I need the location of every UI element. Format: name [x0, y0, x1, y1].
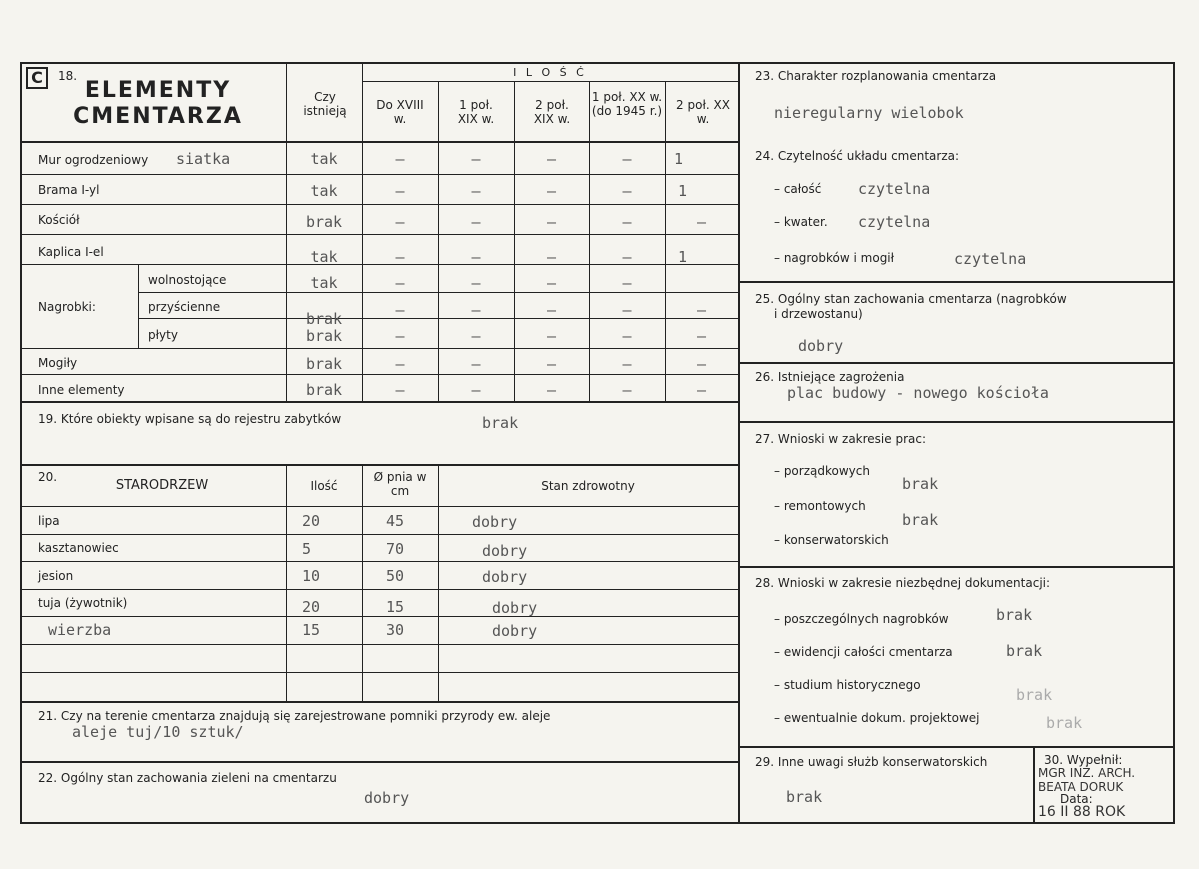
s26-label: 26. Istniejące zagrożenia	[755, 370, 905, 384]
val-mur-2: –	[471, 150, 481, 168]
val-przyscienne-3: –	[546, 301, 557, 319]
val-brama-4: –	[622, 182, 632, 200]
element-label-wolnostojace: wolnostojące	[148, 273, 227, 287]
element-label-inne: Inne elementy	[38, 383, 125, 397]
tree-name-3: jesion	[38, 569, 74, 583]
val-kosciol-2: –	[471, 213, 481, 231]
val-mogily-2: –	[471, 355, 481, 373]
tree-name-2: kasztanowiec	[38, 541, 119, 555]
s20-col-health: Stan zdrowotny	[541, 479, 635, 493]
exists-mogily: brak	[305, 355, 343, 373]
val-brama-3: –	[546, 182, 557, 200]
tree-health-2: dobry	[482, 542, 528, 560]
period-header-2: 1 poł. XIX w.	[457, 98, 495, 126]
element-label-plyty: płyty	[148, 328, 178, 342]
tree-qty-2: 5	[302, 540, 312, 558]
s27-item-label-1: – porządkowych	[774, 464, 870, 478]
tree-diam-2: 70	[386, 540, 405, 558]
val-kosciol-5: –	[696, 213, 707, 231]
s29-value: brak	[786, 788, 823, 806]
s20-title: STARODRZEW	[115, 478, 209, 493]
val-wolnostojace-4: –	[622, 274, 632, 292]
s28-item-label-3: – studium historycznego	[774, 678, 921, 692]
period-header-5: 2 poł. XX w.	[676, 98, 730, 126]
val-kosciol-4: –	[622, 213, 632, 231]
val-inne-5: –	[696, 381, 707, 399]
s24-item-label-1: – całość	[774, 182, 822, 196]
nagrobki-label: Nagrobki:	[38, 300, 96, 314]
s25-label-line1: 25. Ogólny stan zachowania cmentarza (nagrobków	[755, 292, 1067, 306]
s26-value: plac budowy - nowego kościoła	[787, 384, 1049, 402]
val-mur-3: –	[546, 150, 557, 168]
val-brama-1: –	[395, 182, 405, 200]
s24-item-value-2: czytelna	[858, 213, 931, 231]
exists-wolnostojace: tak	[310, 274, 338, 292]
val-mogily-1: –	[395, 355, 405, 373]
tree-name-4: tuja (żywotnik)	[38, 596, 128, 610]
val-inne-4: –	[622, 381, 632, 399]
val-inne-3: –	[546, 381, 557, 399]
s18-title-line1: ELEMENTY	[84, 78, 232, 103]
val-kosciol-1: –	[395, 213, 405, 231]
tree-diam-5: 30	[386, 621, 405, 639]
element-label-mur: Mur ogrodzeniowy	[38, 153, 149, 167]
s22-label: 22. Ogólny stan zachowania zieleni na cmentarzu	[38, 771, 337, 785]
s27-item-value-1: brak	[902, 475, 939, 493]
val-kosciol-3: –	[546, 213, 557, 231]
s21-value: aleje tuj/10 sztuk/	[72, 723, 244, 741]
element-label-kosciol: Kościół	[38, 213, 80, 227]
val-kaplica-1: –	[395, 248, 405, 266]
tree-diam-3: 50	[386, 567, 405, 585]
s27-item-value-2: brak	[902, 511, 939, 529]
tree-health-5: dobry	[492, 622, 538, 640]
tree-qty-5: 15	[302, 621, 321, 639]
val-przyscienne-4: –	[622, 301, 632, 319]
val-mur-5: 1	[674, 150, 684, 168]
s28-label: 28. Wnioski w zakresie niezbędnej dokumentacji:	[755, 576, 1051, 590]
s19-value: brak	[482, 414, 519, 432]
val-inne-1: –	[395, 381, 405, 399]
exists-kosciol: brak	[305, 213, 343, 231]
val-plyty-4: –	[622, 327, 632, 345]
s20-col-diam: Ø pnia w cm	[373, 470, 427, 498]
val-mogily-5: –	[696, 355, 707, 373]
s25-label-line2: i drzewostanu)	[774, 307, 863, 321]
s24-item-label-3: – nagrobków i mogił	[774, 251, 895, 265]
s27-item-label-3: – konserwatorskich	[774, 533, 889, 547]
val-plyty-1: –	[395, 327, 405, 345]
s27-label: 27. Wnioski w zakresie prac:	[755, 432, 927, 446]
period-header-3: 2 poł. XIX w.	[533, 98, 571, 126]
section-letter-box	[26, 67, 48, 89]
exists-brama: tak	[310, 182, 338, 200]
col-ilosc-header: I L O Ś Ć	[513, 66, 587, 79]
element-label-przyscienne: przyścienne	[148, 300, 221, 314]
s28-item-value-4: brak	[1046, 714, 1083, 732]
val-mur-1: –	[395, 150, 405, 168]
s28-item-value-3: brak	[1016, 686, 1053, 704]
val-wolnostojace-3: –	[546, 274, 557, 292]
val-wolnostojace-2: –	[471, 274, 481, 292]
s24-item-label-2: – kwater.	[774, 215, 828, 229]
s19-label: 19. Które obiekty wpisane są do rejestru zabytków	[38, 412, 342, 426]
period-header-1: Do XVIII w.	[376, 98, 424, 126]
s18-title-line2: CMENTARZA	[73, 104, 243, 129]
element-label-brama: Brama I-yl	[38, 183, 100, 197]
val-kaplica-2: –	[471, 248, 481, 266]
tree-diam-1: 45	[386, 512, 405, 530]
tree-qty-1: 20	[302, 512, 321, 530]
s22-value: dobry	[364, 789, 410, 807]
section-letter: C	[31, 68, 43, 87]
exists-plyty: brak	[305, 327, 343, 345]
tree-name-5: wierzba	[48, 621, 112, 639]
s24-item-value-1: czytelna	[858, 180, 931, 198]
s28-item-label-1: – poszczególnych nagrobków	[774, 612, 949, 626]
s23-value: nieregularny wielobok	[774, 104, 964, 122]
tree-diam-4: 15	[386, 598, 405, 616]
val-przyscienne-2: –	[471, 301, 481, 319]
exists-kaplica: tak	[310, 248, 338, 266]
element-label-mogily: Mogiły	[38, 356, 78, 370]
s24-item-value-3: czytelna	[954, 250, 1027, 268]
tree-qty-3: 10	[302, 567, 321, 585]
val-przyscienne-5: –	[696, 301, 707, 319]
s30-date-label: Data:	[1060, 792, 1093, 806]
s20-col-qty: Ilość	[310, 479, 338, 493]
val-wolnostojace-1: –	[395, 274, 405, 292]
s28-item-value-1: brak	[996, 606, 1033, 624]
s24-label: 24. Czytelność układu cmentarza:	[755, 149, 960, 163]
s25-value: dobry	[798, 337, 844, 355]
s30-date-value: 16 II 88 ROK	[1038, 804, 1126, 820]
val-plyty-3: –	[546, 327, 557, 345]
s28-item-label-4: – ewentualnie dokum. projektowej	[774, 711, 980, 725]
s30-name-line2: BEATA DORUK	[1038, 780, 1124, 794]
val-mur-4: –	[622, 150, 632, 168]
exists-inne: brak	[305, 381, 343, 399]
val-kaplica-3: –	[546, 248, 557, 266]
exists-przyscienne: brak	[305, 310, 343, 328]
val-inne-2: –	[471, 381, 481, 399]
val-mogily-3: –	[546, 355, 557, 373]
s28-item-value-2: brak	[1006, 642, 1043, 660]
s18-number: 18.	[58, 69, 78, 83]
tree-name-1: lipa	[38, 514, 60, 528]
tree-health-4: dobry	[492, 599, 538, 617]
form-card	[20, 62, 1175, 824]
val-przyscienne-1: –	[395, 301, 405, 319]
val-kaplica-5: 1	[678, 248, 688, 266]
s20-number: 20.	[38, 470, 58, 484]
val-kaplica-4: –	[622, 248, 632, 266]
tree-qty-4: 20	[302, 598, 321, 616]
col-exists-header: Czy istnieją	[303, 90, 347, 118]
val-plyty-5: –	[696, 327, 707, 345]
tree-health-1: dobry	[472, 513, 518, 531]
s21-label: 21. Czy na terenie cmentarza znajdują się zarejestrowane pomniki przyrody ew. aleje	[38, 709, 551, 723]
val-mogily-4: –	[622, 355, 632, 373]
val-brama-2: –	[471, 182, 481, 200]
val-brama-5: 1	[678, 182, 688, 200]
element-label-kaplica: Kaplica I-el	[38, 245, 104, 259]
element-typed-mur: siatka	[176, 150, 231, 168]
exists-mur: tak	[310, 150, 338, 168]
period-header-4: 1 poł. XX w. (do 1945 r.)	[591, 90, 663, 118]
s30-name-line1: MGR INŻ. ARCH.	[1038, 766, 1136, 780]
s29-label: 29. Inne uwagi służb konserwatorskich	[755, 755, 988, 769]
s27-item-label-2: – remontowych	[774, 499, 866, 513]
s28-item-label-2: – ewidencji całości cmentarza	[774, 645, 953, 659]
s30-label: 30. Wypełnił:	[1044, 753, 1123, 767]
tree-health-3: dobry	[482, 568, 528, 586]
s23-label: 23. Charakter rozplanowania cmentarza	[755, 69, 997, 83]
val-plyty-2: –	[471, 327, 481, 345]
